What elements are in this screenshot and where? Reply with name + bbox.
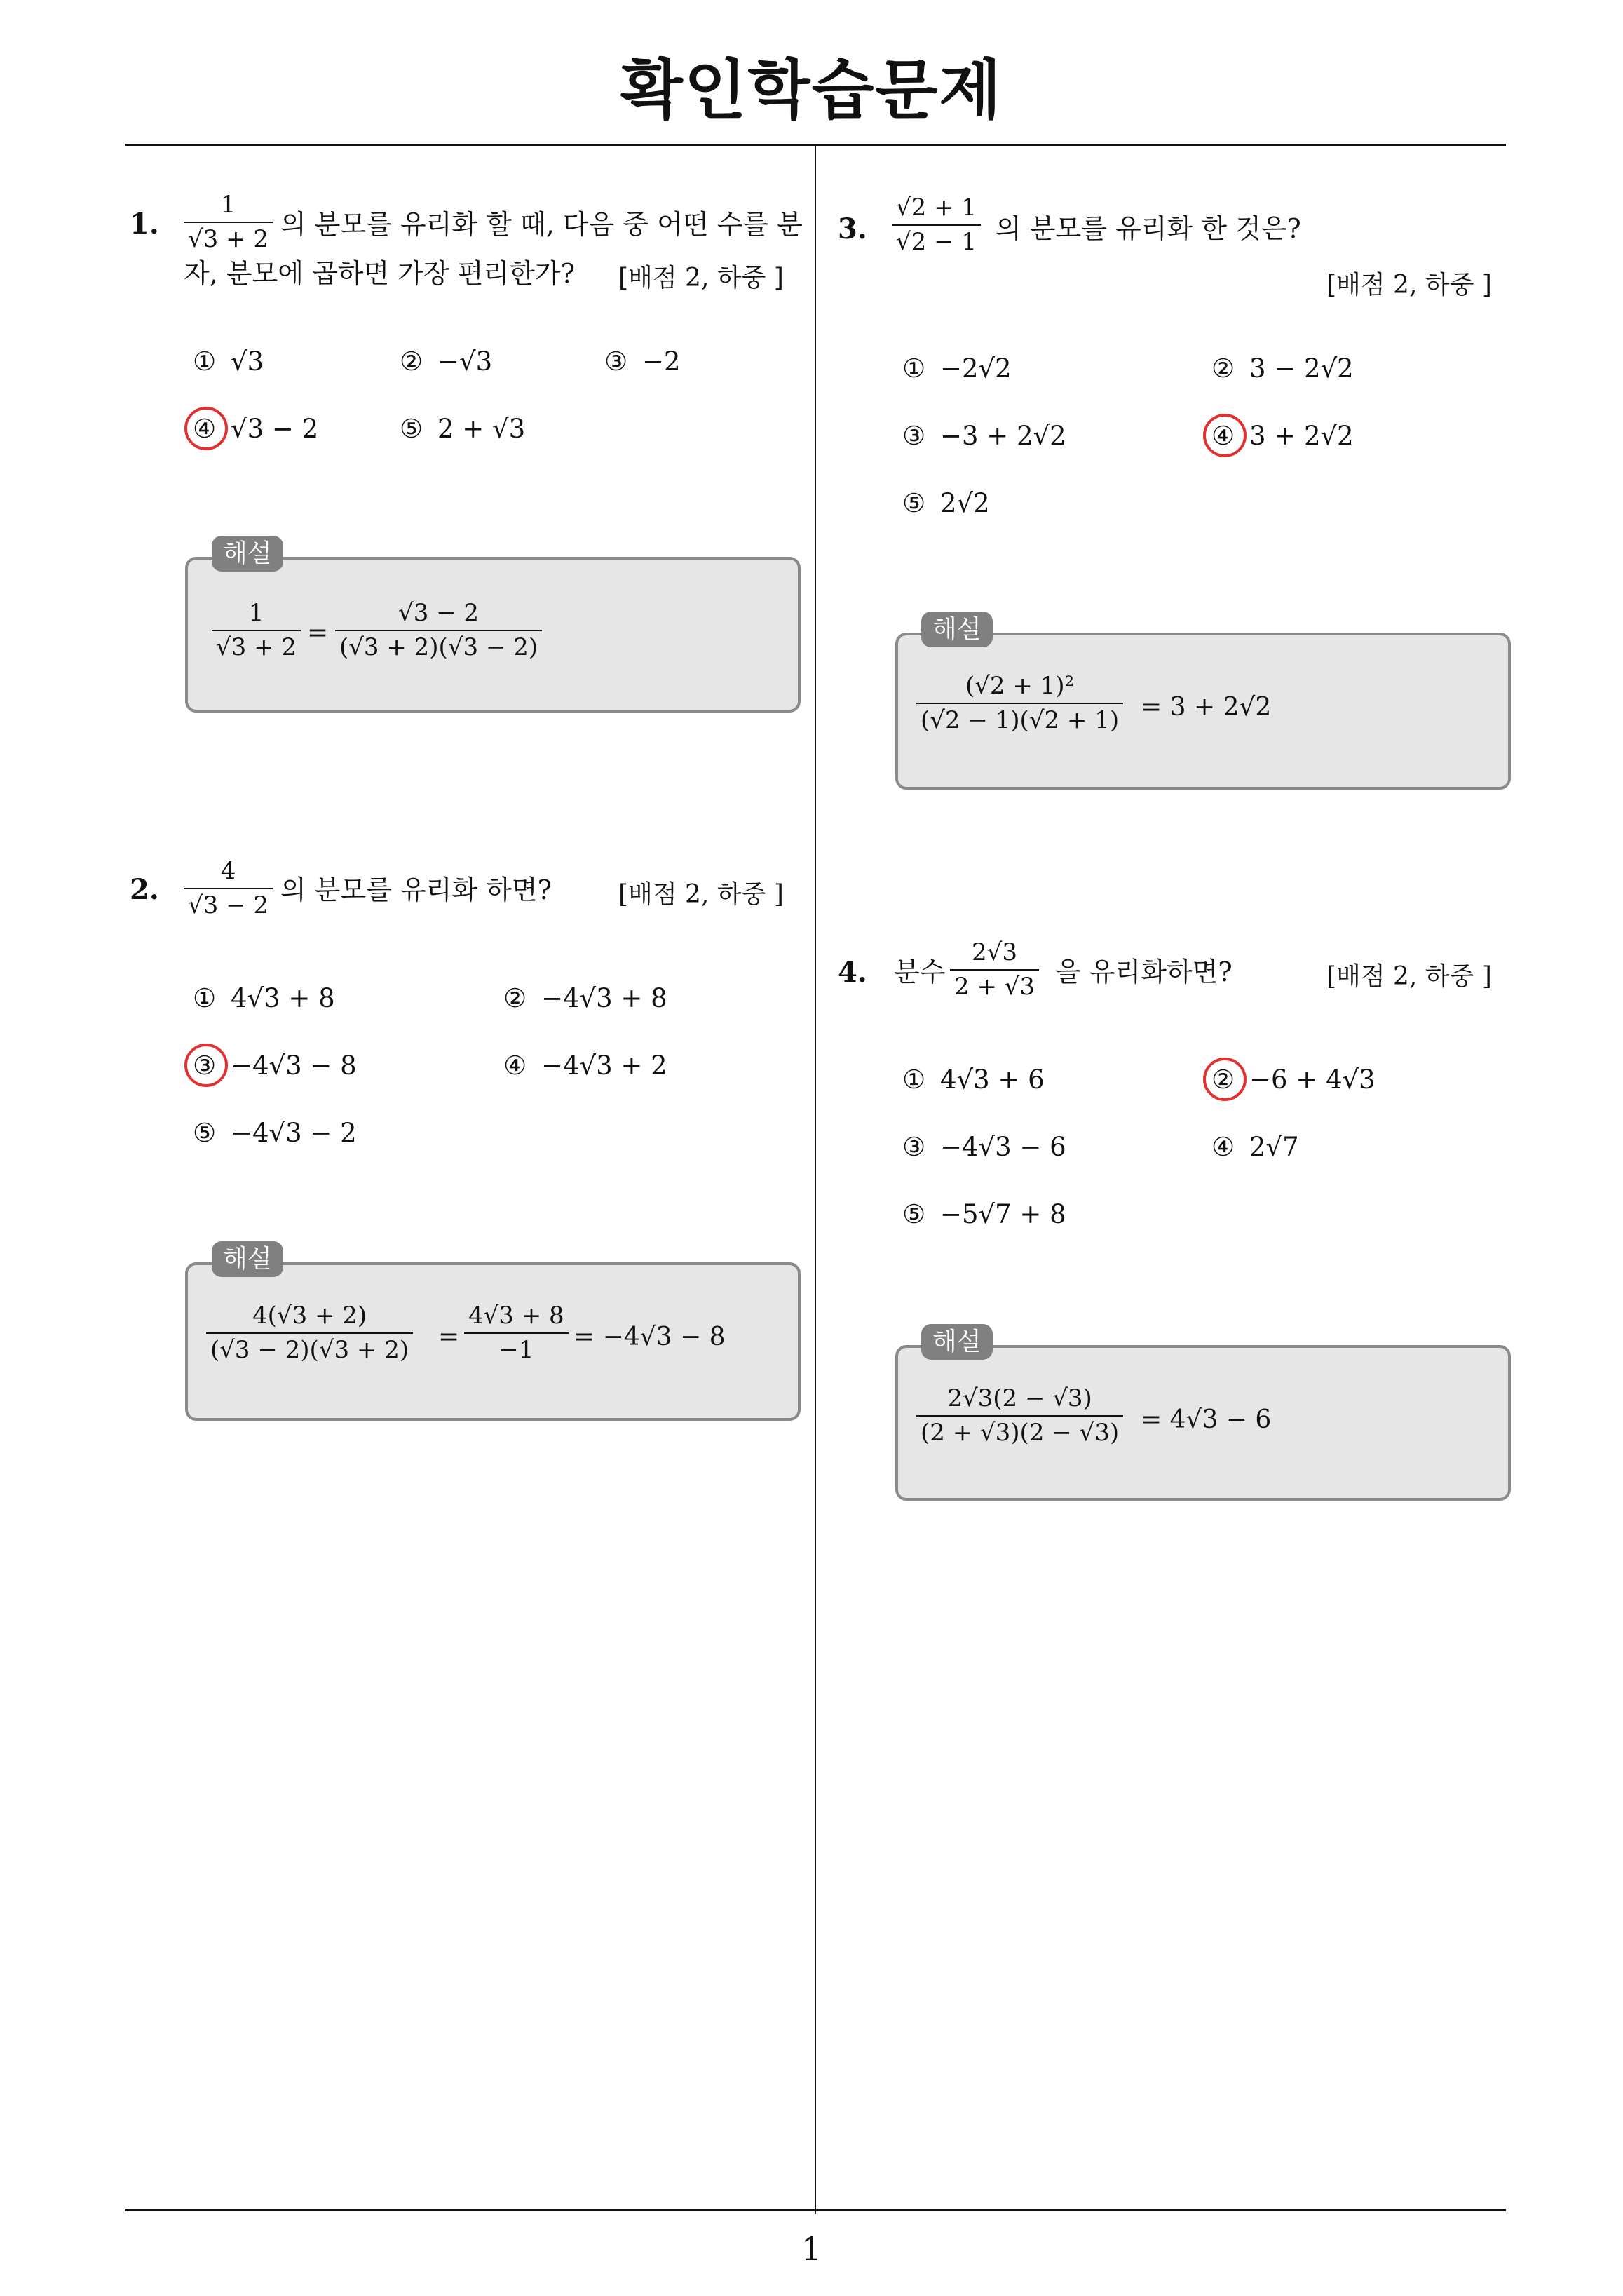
choice-mark: ①: [193, 983, 217, 1013]
fraction-bar: [950, 969, 1039, 971]
choice-2[interactable]: [503, 983, 667, 1013]
solution-fraction-left: [212, 599, 301, 662]
choice-mark: ①: [902, 353, 926, 384]
solution-result: = 3 + 2√2: [1141, 693, 1272, 722]
choice-text: −4√3 − 6: [940, 1132, 1066, 1162]
choice-5[interactable]: [400, 414, 525, 444]
solution-box: [185, 1262, 801, 1421]
choice-1[interactable]: [902, 353, 1012, 384]
solution-box: [895, 633, 1511, 790]
choice-text: −2√2: [940, 353, 1012, 384]
choice-mark: ④: [193, 414, 231, 444]
choice-4[interactable]: [1211, 421, 1354, 451]
fraction-numerator: 1: [248, 599, 264, 627]
footer-divider: [125, 2209, 1506, 2211]
choice-4[interactable]: [193, 414, 318, 444]
choice-5[interactable]: [902, 488, 990, 518]
score-label: [배점 2, 하중 ]: [618, 880, 784, 909]
solution-result: = −4√3 − 8: [573, 1323, 726, 1351]
fraction-bar: [464, 1332, 569, 1334]
problem-number: 4.: [838, 956, 867, 989]
choice-text: −4√3 − 2: [231, 1118, 357, 1148]
question-text-line1: 의 분모를 유리화 한 것은?: [996, 213, 1301, 244]
fraction-denominator: √2 − 1: [896, 227, 977, 256]
choice-mark: ④: [1211, 421, 1249, 451]
choice-2[interactable]: [1211, 353, 1354, 384]
choice-1[interactable]: [902, 1065, 1045, 1095]
choice-3[interactable]: [604, 346, 681, 377]
problem-number: 3.: [838, 212, 867, 245]
question-text-line1: 의 분모를 유리화 하면?: [280, 874, 552, 905]
fraction-numerator: (√2 + 1)²: [965, 672, 1075, 700]
choice-mark: ③: [193, 1051, 231, 1081]
choice-mark: ⑤: [193, 1118, 217, 1148]
choice-text: −2: [642, 346, 681, 377]
choice-text: 4√3 + 8: [231, 983, 335, 1013]
choice-mark: ②: [1211, 353, 1235, 384]
fraction-bar: [184, 888, 273, 889]
choice-4[interactable]: [503, 1051, 667, 1081]
choice-mark: ①: [902, 1065, 926, 1095]
score-label: [배점 2, 하중 ]: [1326, 962, 1492, 991]
equals-sign: =: [307, 619, 329, 647]
fraction-numerator: 1: [220, 191, 236, 219]
choice-3[interactable]: [902, 1132, 1066, 1162]
solution-label: 해설: [212, 1241, 283, 1277]
choice-text: 2√7: [1249, 1132, 1299, 1162]
choice-text: 3 − 2√2: [1249, 353, 1354, 384]
choice-text: 2√2: [940, 488, 990, 518]
choice-3[interactable]: [193, 1051, 357, 1081]
fraction-numerator: 4(√3 + 2): [252, 1302, 367, 1330]
fraction-bar: [335, 630, 542, 631]
score-label: [배점 2, 하중 ]: [618, 264, 784, 292]
solution-result: = 4√3 − 6: [1141, 1405, 1272, 1434]
solution-box: [895, 1345, 1511, 1501]
choice-text: −5√7 + 8: [940, 1199, 1066, 1229]
choice-1[interactable]: [193, 346, 264, 377]
choice-3[interactable]: [902, 421, 1066, 451]
fraction-numerator: 4: [220, 857, 236, 885]
solution-box: [185, 557, 801, 713]
choice-text: −4√3 − 8: [231, 1051, 357, 1081]
fraction-denominator: √3 + 2: [216, 633, 297, 661]
choice-2[interactable]: [1211, 1065, 1376, 1095]
choice-mark: ⑤: [902, 488, 926, 518]
fraction-numerator: 4√3 + 8: [468, 1302, 564, 1330]
fraction-denominator: (√2 − 1)(√2 + 1): [921, 705, 1120, 734]
solution-fraction-left: [916, 672, 1123, 735]
choice-mark: ③: [902, 421, 926, 451]
choice-mark: ②: [400, 346, 423, 377]
choice-text: 2 + √3: [437, 414, 526, 444]
choice-mark: ⑤: [400, 414, 423, 444]
fraction-bar: [916, 703, 1123, 704]
solution-label: 해설: [921, 612, 993, 647]
problem-fraction: [950, 938, 1039, 1001]
fraction-denominator: 2 + √3: [954, 972, 1035, 1001]
choice-mark: ③: [604, 346, 628, 377]
choice-text: −4√3 + 8: [541, 983, 667, 1013]
solution-fraction-left: [206, 1302, 413, 1365]
fraction-bar: [892, 224, 981, 226]
problem-number: 1.: [130, 208, 159, 241]
choice-text: −√3: [437, 346, 493, 377]
fraction-bar: [212, 630, 301, 631]
fraction-numerator: 2√3: [972, 938, 1017, 966]
question-prefix: 분수: [894, 957, 946, 987]
fraction-denominator: (√3 − 2)(√3 + 2): [210, 1335, 409, 1364]
equals-sign: =: [438, 1323, 460, 1351]
page-title: 확인학습문제: [620, 53, 1003, 128]
choice-4[interactable]: [1211, 1132, 1299, 1162]
choice-mark: ③: [902, 1132, 926, 1162]
choice-text: −4√3 + 2: [541, 1051, 667, 1081]
solution-fraction-left: [916, 1384, 1123, 1447]
choice-text: −6 + 4√3: [1249, 1065, 1376, 1095]
problem-number: 2.: [130, 873, 159, 906]
question-text-line1: 의 분모를 유리화 할 때, 다음 중 어떤 수를 분: [280, 209, 803, 240]
solution-fraction-middle: [464, 1302, 569, 1365]
choice-mark: ①: [193, 346, 217, 377]
fraction-numerator: 2√3(2 − √3): [947, 1384, 1092, 1412]
solution-label: 해설: [921, 1324, 993, 1360]
problem-fraction: [184, 857, 273, 920]
choice-text: −3 + 2√2: [940, 421, 1066, 451]
fraction-numerator: √2 + 1: [896, 194, 977, 222]
column-divider: [815, 145, 816, 2214]
fraction-bar: [916, 1415, 1123, 1417]
choice-5[interactable]: [902, 1199, 1066, 1229]
problem-fraction: [892, 194, 981, 257]
choice-2[interactable]: [400, 346, 492, 377]
fraction-numerator: √3 − 2: [398, 599, 480, 627]
fraction-denominator: (√3 + 2)(√3 − 2): [339, 633, 538, 661]
choice-5[interactable]: [193, 1118, 357, 1148]
choice-mark: ④: [1211, 1132, 1235, 1162]
choice-mark: ⑤: [902, 1199, 926, 1229]
fraction-denominator: −1: [498, 1335, 534, 1364]
score-label: [배점 2, 하중 ]: [1326, 271, 1492, 299]
choice-text: √3: [231, 346, 264, 377]
question-text-line1: 을 유리화하면?: [1055, 957, 1232, 987]
choice-text: 4√3 + 6: [940, 1065, 1045, 1095]
choice-mark: ②: [503, 983, 527, 1013]
choice-text: 3 + 2√2: [1249, 421, 1354, 451]
fraction-bar: [206, 1332, 413, 1334]
fraction-denominator: √3 − 2: [188, 891, 269, 919]
question-text-line2: 자, 분모에 곱하면 가장 편리한가?: [184, 258, 575, 289]
fraction-denominator: √3 + 2: [188, 224, 269, 253]
problem-fraction: [184, 191, 273, 254]
fraction-denominator: (2 + √3)(2 − √3): [921, 1418, 1120, 1447]
choice-mark: ④: [503, 1051, 527, 1081]
page-number: 1: [801, 2230, 822, 2268]
choice-1[interactable]: [193, 983, 335, 1013]
choice-mark: ②: [1211, 1065, 1249, 1095]
fraction-bar: [184, 222, 273, 223]
choice-text: √3 − 2: [231, 414, 319, 444]
solution-label: 해설: [212, 536, 283, 572]
solution-fraction-right: [335, 599, 542, 662]
